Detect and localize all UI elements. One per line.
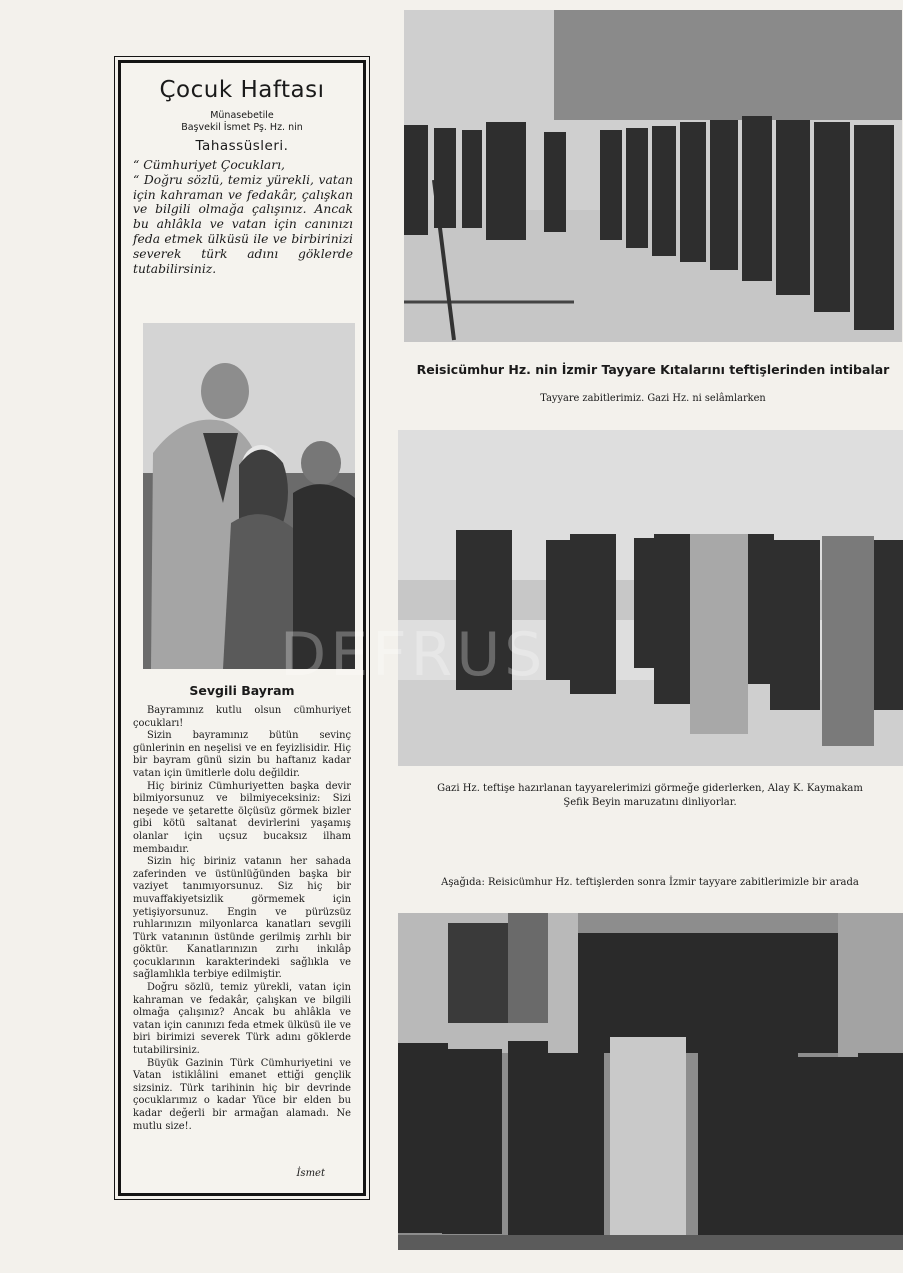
letter-paragraph: Bayramınız kutlu olsun cümhuriyet çocukları! bbox=[133, 705, 351, 729]
caption-photo-2 bbox=[400, 782, 900, 810]
photo-caption: Sevgili Bayram bbox=[189, 683, 295, 698]
caption-photo-1: Tayyare zabitlerimiz. Gazi Hz. ni selâmlarken bbox=[540, 393, 766, 404]
photo-officers-saluting-drawing bbox=[404, 10, 902, 342]
article-title: Çocuk Haftası bbox=[159, 77, 325, 103]
letter-paragraph: Sizin bayramınız bütün sevinç günlerinin en neşelisi ve en feyizlisidir. Hiç bir bayram günü sizin bu haftanız kadar vatan için ümitlerle dolu değildir. bbox=[133, 730, 351, 779]
photo-officers-saluting bbox=[404, 10, 902, 342]
photo-ismet-pasha-with-child bbox=[143, 323, 355, 669]
quote-block bbox=[133, 158, 353, 276]
photo-gazi-walking-inspection bbox=[398, 430, 903, 766]
caption-photo-3: Aşağıda: Reisicümhur Hz. teftişlerden sonra İzmir tayyare zabitlerimizle bir arada bbox=[441, 877, 859, 888]
letter-body bbox=[133, 705, 351, 1133]
article-subtitle bbox=[129, 110, 355, 134]
photo-ismet-pasha-with-child-drawing bbox=[143, 323, 355, 669]
letter-paragraph: Hiç biriniz Cümhuriyetten başka devir bilmiyorsunuz ve bilmiyeceksiniz: Sizi neşede ve şetarette ölçüsüz görmek bizler gibi kötü saltanat devirlerini yaşamış olanlar için uçsuz bucaksız ilham membaıdır. bbox=[133, 780, 351, 855]
quote-line-1: “ Cümhuriyet Çocukları, bbox=[133, 158, 285, 172]
letter-paragraph: Sizin hiç biriniz vatanın her sahada zaferinden ve üstünlüğünden başka bir vaziyet tanımıyorsunuz. Siz hiç bir muvaffakiyetsizlik görmemek için yetişiyorsunuz. Engin ve pürüzsüz ruhlarınızın milyonlarca kanatları sevgili Türk vatanının üstünde gerilmiş zırhlı bir göktür. Kanatlarınızın zırhı inkılâp çocuklarının karakterindeki sağlıkla ve sağlamlıkla terbiye edilmiştir. bbox=[133, 856, 351, 981]
photo-group-with-officers-drawing bbox=[398, 913, 903, 1250]
subtitle-line-1: Münasebetile bbox=[210, 110, 274, 121]
subtitle-line-2: Başvekil İsmet Pş. Hz. nin bbox=[181, 122, 303, 133]
caption-photo-2-line-2: Şefik Beyin maruzatını dinliyorlar. bbox=[563, 797, 737, 808]
caption-photo-2-line-1: Gazi Hz. teftişe hazırlanan tayyarelerimizi görmeğe giderlerken, Alay K. Kaymakam bbox=[437, 783, 863, 794]
watermark-text: DEFRUS bbox=[280, 620, 547, 690]
letter-paragraph: Büyük Gazinin Türk Cümhuriyetini ve Vatan istiklâlini emanet ettiği gençlik sizsiniz. Türk tarihinin hiç bir devrinde çocuklarımız o kadar Yüce bir elden bu kadar değerli bir armağan alamadı. Ne mutlu size!. bbox=[133, 1057, 351, 1132]
quote-body: “ Doğru sözlü, temiz yürekli, vatan için kahraman ve fedakâr, çalışkan ve bilgili olmağa çalışınız. Ancak bu ahlâkla ve vatan için canınızı feda etmek ülküsü ile ve birbirinizi severek türk adını göklerde tutabilirsiniz. bbox=[133, 172, 353, 276]
subtitle-line-3: Tahassüsleri. bbox=[195, 138, 289, 154]
letter-paragraph: Doğru sözlü, temiz yürekli, vatan için kahraman ve fedakâr, çalışkan ve bilgili olmağa çalışınız? Ancak bu ahlâkla ve vatan için canınızı feda etmek ülküsü ile ve biri birimizi severek Türk adını göklerde tutabilirsiniz. bbox=[133, 982, 351, 1057]
photo-gazi-walking-inspection-drawing bbox=[398, 430, 903, 766]
page-headline: Reisicümhur Hz. nin İzmir Tayyare Kıtalarını teftişlerinden intibalar bbox=[416, 362, 890, 377]
photo-group-with-officers bbox=[398, 913, 903, 1250]
signature: İsmet bbox=[296, 1168, 325, 1179]
